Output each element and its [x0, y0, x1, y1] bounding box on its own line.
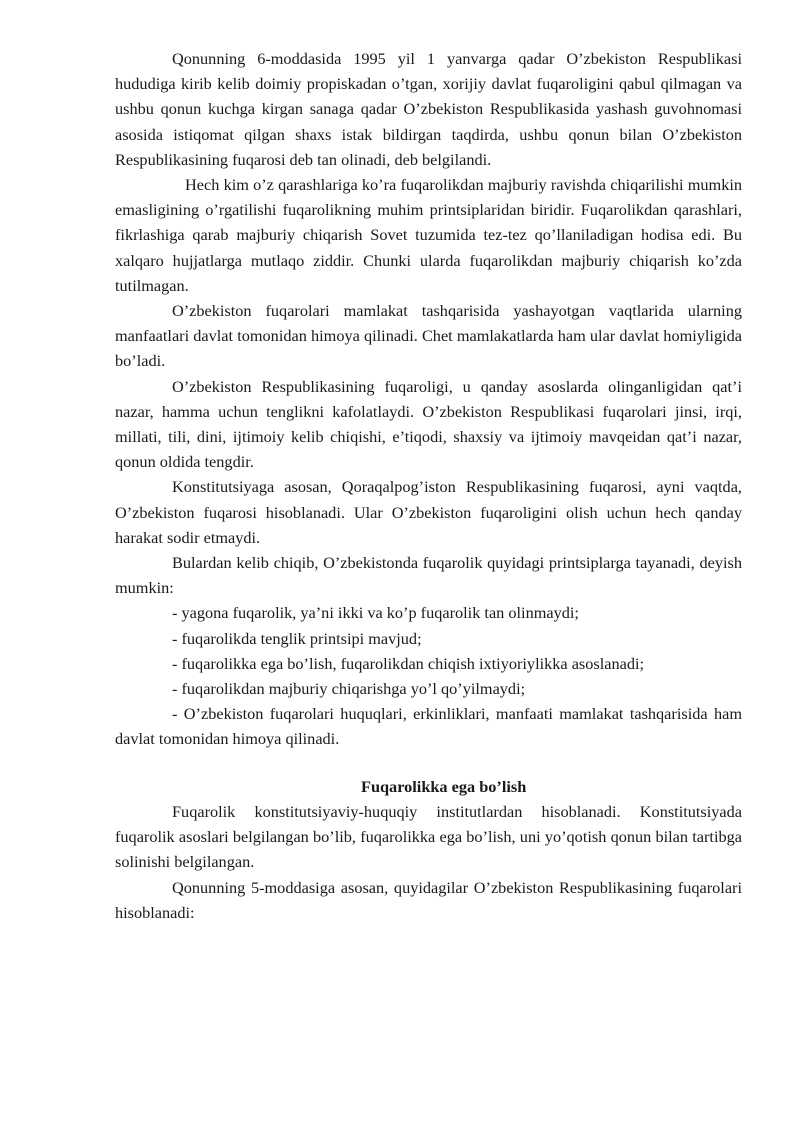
- section-heading: Fuqarolikka ega bo’lish: [361, 776, 527, 796]
- list-item: - O’zbekiston fuqarolari huquqlari, erkinliklari, manfaati mamlakat tashqarisida ham davlat tomonidan himoya qilinadi.: [115, 704, 742, 749]
- list-item: - fuqarolikda tenglik printsipi mavjud;: [172, 628, 422, 648]
- paragraph-principles-intro: Bulardan kelib chiqib, O’zbekistonda fuqarolik quyidagi printsiplarga tayanadi, deyish mumkin:: [115, 553, 742, 598]
- paragraph-constitutional-institution: Fuqarolik konstitutsiyaviy-huquqiy institutlardan hisoblanadi. Konstitutsiyada fuqarolik asoslari belgilangan bo’lib, fuqarolikka ega bo’lish, uni yo’qotish qonun bilan tartibga solinishi belgilangan.: [115, 801, 742, 872]
- paragraph-no-forced-deprivation: Hech kim o’z qarashlariga ko’ra fuqarolikdan majburiy ravishda chiqarilishi mumkin emasligining o’rgatilishi fuqarolikning muhim printsiplaridan biridir. Fuqarolikdan qarashlari, fikrlashiga qarab majburiy chiqarish Sovet tuzumida tez-tez qo’llaniladigan hodisa edi. Bu xalqaro hujjatlarga mutlaqo ziddir. Chunki ularda fuqarolikdan majburiy chiqarish ko’zda tutilmagan.: [115, 175, 742, 295]
- paragraph-article-5: Qonunning 5-moddasiga asosan, quyidagilar O’zbekiston Respublikasining fuqarolari hisoblanadi:: [115, 877, 742, 922]
- paragraph-article-6: Qonunning 6-moddasida 1995 yil 1 yanvarga qadar O’zbekiston Respublikasi hududiga kirib kelib doimiy propiskadan o’tgan, xorijiy davlat fuqaroligini qabul qilmagan va ushbu qonun kuchga kirgan sanaga qadar O’zbekiston Respublikasida yashash guvohnomasi asosida istiqomat qilgan shaxs istak bildirgan taqdirda, ushbu qonun bilan O’zbekiston Respublikasining fuqarosi deb tan olinadi, deb belgilandi.: [115, 49, 742, 169]
- section-gap: [115, 752, 742, 774]
- list-item: - fuqarolikdan majburiy chiqarishga yo’l qo’yilmaydi;: [172, 679, 526, 699]
- list-item: - yagona fuqarolik, ya’ni ikki va ko’p fuqarolik tan olinmaydi;: [172, 603, 579, 623]
- paragraph-karakalpakstan: Konstitutsiyaga asosan, Qoraqalpog’iston Respublikasining fuqarosi, ayni vaqtda, O’zbekiston fuqarosi hisoblanadi. Ular O’zbekiston fuqaroligini olish uchun hech qanday harakat sodir etmaydi.: [115, 477, 742, 547]
- list-item: - fuqarolikka ega bo’lish, fuqarolikdan chiqish ixtiyoriylikka asoslanadi;: [172, 653, 645, 673]
- paragraph-protection-abroad: O’zbekiston fuqarolari mamlakat tashqarisida yashayotgan vaqtlarida ularning manfaatlari davlat tomonidan himoya qilinadi. Chet mamlakatlarda ham ular davlat homiyligida bo’ladi.: [115, 301, 742, 371]
- paragraph-equality: O’zbekiston Respublikasining fuqaroligi, u qanday asoslarda olinganligidan qat’i nazar, hamma uchun tenglikni kafolatlaydi. O’zbekiston Respublikasi fuqarolari jinsi, irqi, millati, tili, dini, ijtimoiy kelib chiqishi, e’tiqodi, shaxsiy va ijtimoiy mavqeidan qat’i nazar, qonun oldida tengdir.: [115, 376, 742, 472]
